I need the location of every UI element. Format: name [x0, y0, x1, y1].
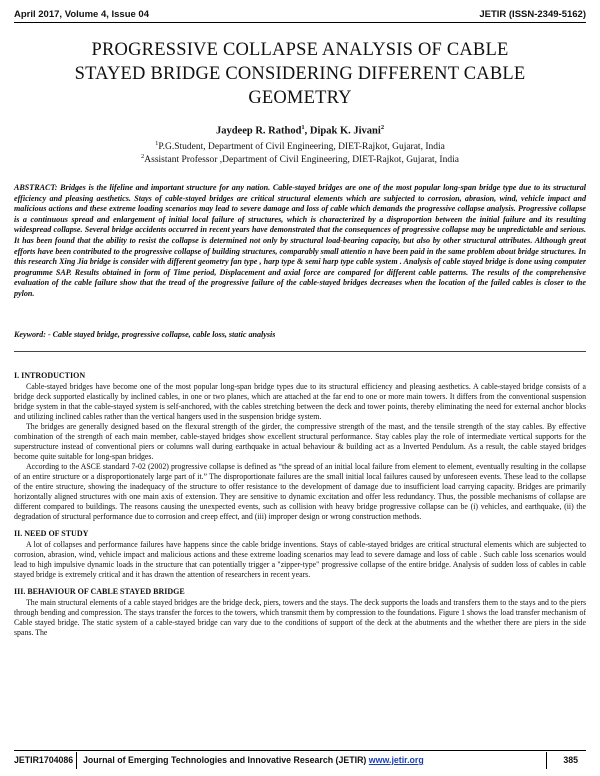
paper-title: [20, 38, 580, 110]
author-2-sup: 2: [380, 124, 385, 131]
affiliation-2: [0, 153, 600, 165]
author-1-sup: 1: [301, 124, 305, 131]
section-gap: [14, 580, 586, 587]
author-separator: ,: [304, 125, 310, 137]
author-1: Jaydeep R. Rathod: [215, 125, 302, 137]
affiliation-2-sup: 2: [141, 153, 145, 160]
footer-separator: [546, 752, 547, 769]
affiliation-1: [0, 140, 600, 152]
page-footer: [14, 752, 586, 770]
page-number: 385: [563, 755, 578, 765]
footer-journal: [83, 755, 424, 765]
footer-divider: [14, 750, 586, 751]
paragraph: A lot of collapses and performance failures have happens since the cable bridge inventions. Stays of cable-stayed bridges are critical structural elements which are subjected to corrosion, abrasion, wind, vehicle impact and malicious actions and these extreme loading scenarios may lead to severe damage and loss of cable . Such cable loss scenarios would lead to high impulsive dynamic loads in the structure that can potentially trigger a "zipper-type" progressive collapse of the entire bridge. Analysis of sudden loss of cables in cable stayed bridge is extremely critical and it has drawn the attention of researchers in recent years.: [14, 540, 586, 579]
abstract: ABSTRACT: Bridges is the lifeline and important structure for any nation. Cable-stayed bridges are one of the most popular long-span bridge type due to its structural efficiency and pleasing aesthetics. Stays of cable-stayed bridges are critical structural elements which are subjected to corrosion, abrasion, wind, vehicle impact and malicious actions and these extreme loading scenarios may lead to severe damage and loss of cable which demands the progressive collapse analysis. Progressive collapse is a continuous spread and enlargement of initial local failure of structures, which is characterized by a disproportion between the initial failure and its resulting widespread collapse. Several bridge accidents occurred in recent years have demonstrated that the consequences of progressive collapse may be unpredictable and serious. It has been found that the ability to resist the collapse is determined not only by structural load-bearing capacity, but also by other structural attributes. Although great efforts have been contributed to the progressive collapse of building structures, comparably small attentio n have been paid in the same problem about bridge structures. In this research Xing Jia bridge is consider with different geometry fan type , harp type & semi harp type cable system . Analysis of cable stayed bridge is done using computer programme SAP. Results obtained in form of Time period, Displacement and axial force are compared for different cable patterns. The results of the comprehensive evaluation of the cable failure show that the tread of the progressive failure of the cable-stayed bridges decreases when the location of the failed cables is closer to the pylon.: [14, 183, 586, 298]
section-heading-behaviour: III. BEHAVIOUR OF CABLE STAYED BRIDGE: [14, 587, 185, 596]
section-gap: [14, 522, 586, 529]
section-heading-introduction: I. INTRODUCTION: [14, 371, 86, 380]
title-line-1: PROGRESSIVE COLLAPSE ANALYSIS OF CABLE: [91, 40, 509, 60]
abstract-divider: [14, 351, 586, 352]
author-2: Dipak K. Jivani: [309, 125, 381, 137]
journal-issn: JETIR (ISSN-2349-5162): [479, 9, 586, 20]
footer-separator: [76, 752, 77, 769]
issue-info: April 2017, Volume 4, Issue 04: [14, 9, 149, 20]
paragraph: The bridges are generally designed based on the flexural strength of the girder, the compressive strength of the mast, and the tensile strength of the stay cables. By effective combination of the strength of each main member, cable-stayed bridges show excellent structural performance. Stay cables play the role of intermediate vertical supports for the superstructure instead of conventional piers or columns wall during earthquake in actual behaviour & building act as a Inverted Pendulum. As a result, the cable stayed bridges become quite suitable for long-span bridges.: [14, 422, 586, 461]
affiliation-1-text: P.G.Student, Department of Civil Engineering, DIET-Rajkot, Gujarat, India: [158, 142, 445, 153]
paragraph: According to the ASCE standard 7-02 (2002) progressive collapse is defined as “the spread of an initial local failure from element to element, eventually resulting in the collapse of an entire structure or a disproportionately large part of it.” The disproportionate failures are the small initial local failures caused by unforeseen events. These lead to the collapse of the entire structure, showing the inadequacy of the structure to offer resistance to the development of damage due to insufficient load carrying capacity. Bridges are primarily horizontally aligned structures with one main axis of extension. They are sensitive to dynamic excitation and offer less redundancy. Thus, the possible mechanisms of collapse are different compared to buildings. The reasons causing the unexpected events, such as collision with heavy bridge progressive collapse can be (i) vehicles, and earthquake, (ii) the degradation of structural performance due to corrosion and creep effect, and (iii) improper design or wrong construction methods.: [14, 462, 586, 521]
paragraph: Cable-stayed bridges have become one of the most popular long-span bridge types due to its structural efficiency and pleasing aesthetics. A cable-stayed bridge consists of a bridge deck supported elastically by inclined cables, in one or two planes, which are attached at the far end to one or more main towers. It differs from the conventional suspension bridge system in that the cable-stayed system is self-anchored, with the cables stretching between the deck and tower points, thereby eliminating the need for external anchor blocks and utilizing inclined cables rather than the vertical hangers used in the suspension bridge system.: [14, 382, 586, 421]
author-line: [0, 124, 600, 137]
keywords: Keyword: - Cable stayed bridge, progressive collapse, cable loss, static analysis: [14, 330, 276, 339]
title-line-3: GEOMETRY: [248, 88, 352, 108]
website-link[interactable]: www.jetir.org: [368, 755, 424, 765]
header-divider: [14, 22, 586, 23]
body-text: [14, 371, 586, 638]
paragraph: The main structural elements of a cable stayed bridges are the bridge deck, piers, towers and the stays. The deck supports the loads and transfers them to the stays and to the piers through bending and compression. The stays transfer the forces to the towers, which transmit them by compression to the foundations. Figure 1 shows the load transfer mechanism of Cable stayed bridge. The static system of a cable-stayed bridge can vary due to the conditions of support of the deck at the abutments and the whether there are piers in the side spans. The: [14, 598, 586, 637]
running-header: [14, 4, 586, 24]
affiliation-2-text: Assistant Professor ,Department of Civil Engineering, DIET-Rajkot, Gujarat, India: [144, 155, 459, 166]
affiliation-1-sup: 1: [155, 140, 159, 147]
title-line-2: STAYED BRIDGE CONSIDERING DIFFERENT CABLE: [74, 64, 526, 84]
journal-name: Journal of Emerging Technologies and Innovative Research (JETIR): [83, 755, 369, 765]
section-heading-need-of-study: II. NEED OF STUDY: [14, 529, 89, 538]
paper-id: JETIR1704086: [14, 755, 74, 765]
